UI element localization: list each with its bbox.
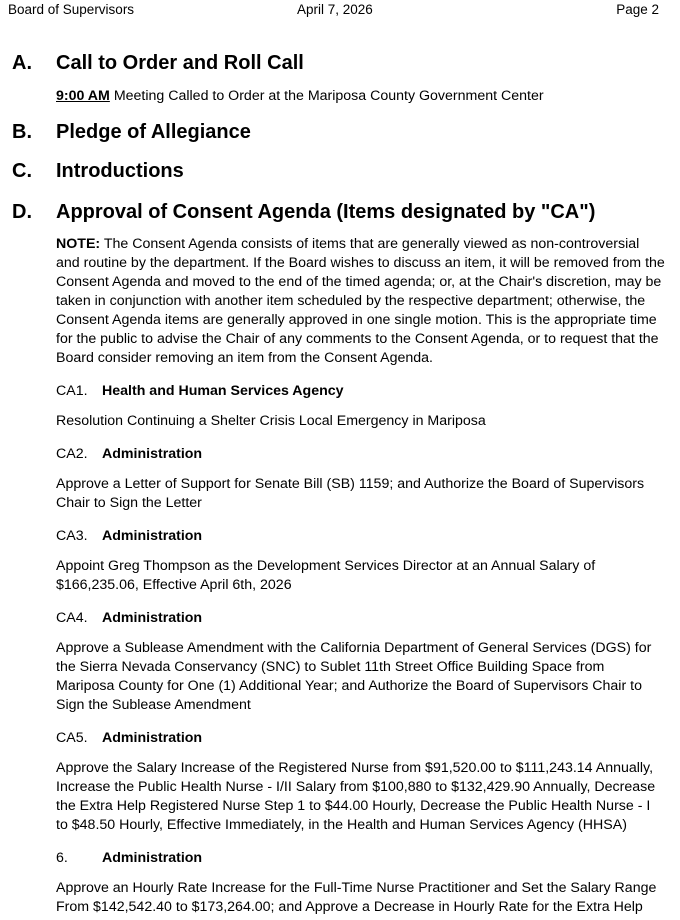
agenda-item-department: Health and Human Services Agency — [102, 383, 344, 399]
agenda-item-department: Administration — [102, 446, 203, 462]
agenda-item-number: CA4. — [56, 610, 88, 626]
call-to-order-line — [56, 87, 666, 106]
section-b-title: Pledge of Allegiance — [56, 121, 251, 143]
agenda-item-department: Administration — [102, 850, 203, 866]
agenda-item-department: Administration — [102, 528, 203, 544]
section-c-letter: C. — [12, 160, 32, 182]
section-c-title: Introductions — [56, 160, 184, 182]
note-label: NOTE: — [56, 236, 101, 252]
agenda-item-department: Administration — [102, 610, 203, 626]
agenda-item-number: CA5. — [56, 730, 88, 746]
header-board-name: Board of Supervisors — [8, 2, 135, 17]
agenda-item-description: Approve a Sublease Amendment with the California Department of General Services (DGS) for the Sierra Nevada Conservancy (SNC) to Sublet 11th Street Office Building Space from Mariposa County for One (1) Additional Year; and Authorize the Board of Supervisors Chair to Sign the Sublease Amendment — [56, 640, 652, 713]
agenda-item-number: CA2. — [56, 446, 88, 462]
agenda-item-department: Administration — [102, 730, 203, 746]
agenda-item-number: CA3. — [56, 528, 88, 544]
agenda-item-description: Approve the Salary Increase of the Registered Nurse from $91,520.00 to $111,243.14 Annually, Increase the Public Health Nurse - I/II Salary from $100,880 to $132,429.90 Annually, Decrease the Extra Help Registered Nurse Step 1 to $44.00 Hourly, Decrease the Public Health Nurse - I to $48.50 Hourly, Effective Immediately, in the Health and Human Services Agency (HHSA) — [56, 760, 656, 833]
section-d-letter: D. — [12, 201, 32, 223]
page-header — [0, 2, 680, 20]
agenda-item-description: Approve a Letter of Support for Senate Bill (SB) 1159; and Authorize the Board of Supervisors Chair to Sign the Letter — [56, 476, 645, 511]
section-d-title: Approval of Consent Agenda (Items designated by "CA") — [56, 201, 596, 223]
agenda-item-number: CA1. — [56, 383, 88, 399]
section-a-title: Call to Order and Roll Call — [56, 52, 304, 74]
meeting-start-time: 9:00 AM — [56, 88, 110, 104]
note-text: The Consent Agenda consists of items that are generally viewed as non-controversial and routine by the department. If the Board wishes to discuss an item, it will be removed from the Consent Agenda and moved to the end of the timed agenda; or, at the Chair's discretion, may be taken in conjunction with another item scheduled by the respective department; otherwise, the Consent Agenda items are generally approved in one single motion. This is the appropriate time for the public to advise the Chair of any comments to the Consent Agenda, or to request that the Board consider removing an item from the Consent Agenda. — [56, 236, 665, 366]
section-a-letter: A. — [12, 52, 32, 74]
agenda-item-description: Approve an Hourly Rate Increase for the Full-Time Nurse Practitioner and Set the Salary Range From $142,542.40 to $173,264.00; and Approve a Decrease in Hourly Rate for the Extra Help — [56, 880, 657, 915]
section-b-letter: B. — [12, 121, 32, 143]
agenda-item-description: Resolution Continuing a Shelter Crisis Local Emergency in Mariposa — [56, 413, 486, 429]
agenda-item-description: Appoint Greg Thompson as the Development Services Director at an Annual Salary of $166,235.06, Effective April 6th, 2026 — [56, 558, 596, 593]
header-meeting-date: April 7, 2026 — [297, 2, 373, 17]
agenda-item-number: 6. — [56, 850, 68, 866]
call-to-order-text: Meeting Called to Order at the Mariposa County Government Center — [109, 88, 544, 104]
consent-agenda-note — [56, 235, 666, 368]
header-page-number: Page 2 — [616, 2, 659, 17]
